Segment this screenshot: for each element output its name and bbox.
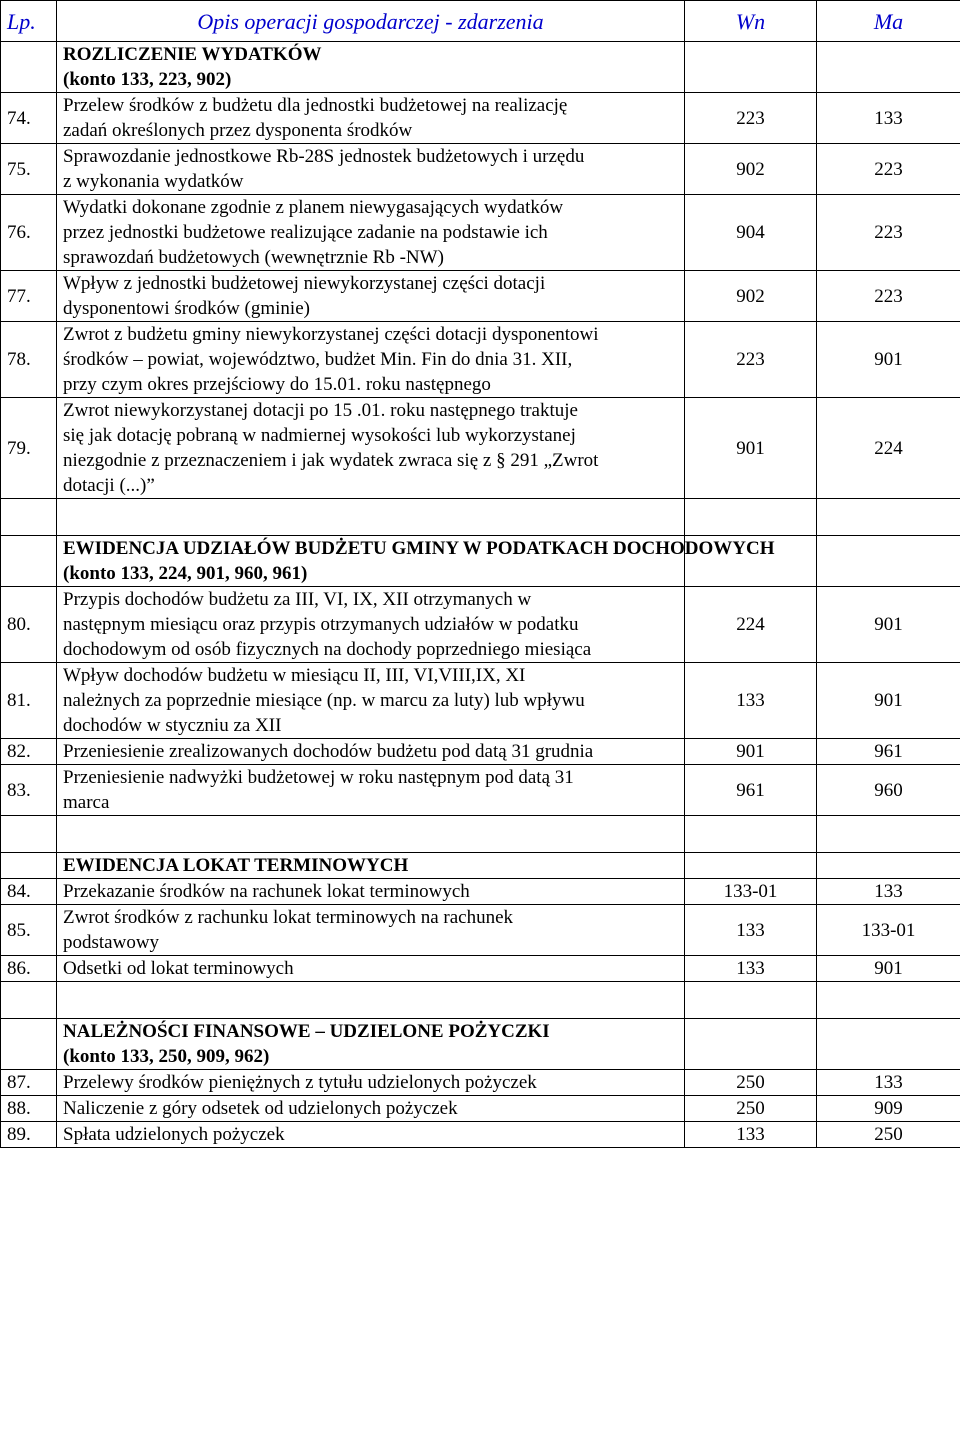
section-title-row — [1, 536, 960, 587]
credit-account: 901 — [817, 587, 960, 663]
operation-description-line: się jak dotację pobraną w nadmiernej wysokości lub wykorzystanej — [63, 425, 576, 446]
debit-account: 133 — [685, 663, 817, 739]
spacer-cell — [817, 816, 960, 853]
operation-row — [1, 587, 960, 663]
credit-account: 133 — [817, 1070, 960, 1096]
operation-description-line: Przelewy środków pieniężnych z tytułu udzielonych pożyczek — [63, 1072, 537, 1093]
operation-description-line: podstawowy — [63, 932, 160, 953]
operation-description-line: Zwrot z budżetu gminy niewykorzystanej części dotacji dysponentowi — [63, 324, 599, 345]
operation-row — [1, 905, 960, 956]
operation-description — [57, 398, 685, 499]
operation-number: 80. — [1, 587, 57, 663]
spacer-row — [1, 499, 960, 536]
operation-description-line: dochodowym od osób fizycznych na dochody poprzedniego miesiąca — [63, 639, 592, 660]
header-lp: Lp. — [1, 1, 57, 42]
operation-description-line: Zwrot środków z rachunku lokat terminowych na rachunek — [63, 907, 514, 928]
operation-row — [1, 1070, 960, 1096]
spacer-cell — [685, 499, 817, 536]
credit-account: 961 — [817, 739, 960, 765]
section-ma-cell — [817, 42, 960, 93]
spacer-cell — [685, 816, 817, 853]
section-title-line: (konto 133, 223, 902) — [63, 69, 232, 90]
section-wn-cell — [685, 853, 817, 879]
operation-description-line: Przekazanie środków na rachunek lokat terminowych — [63, 881, 470, 902]
operation-description-line: Wpływ dochodów budżetu w miesiącu II, III, VI,VIII,IX, XI — [63, 665, 526, 686]
debit-account: 901 — [685, 398, 817, 499]
section-title — [57, 1019, 685, 1070]
operation-description-line: Spłata udzielonych pożyczek — [63, 1124, 285, 1145]
operation-number: 81. — [1, 663, 57, 739]
operation-description — [57, 1096, 685, 1122]
operation-description — [57, 905, 685, 956]
operation-number: 74. — [1, 93, 57, 144]
operation-description-line: dotacji (...)” — [63, 475, 155, 496]
operation-description — [57, 195, 685, 271]
operation-number: 78. — [1, 322, 57, 398]
operation-row — [1, 322, 960, 398]
operation-description — [57, 322, 685, 398]
operation-row — [1, 739, 960, 765]
operation-description-line: Odsetki od lokat terminowych — [63, 958, 294, 979]
operation-number: 86. — [1, 956, 57, 982]
operation-description-line: przy czym okres przejściowy do 15.01. roku następnego — [63, 374, 491, 395]
operation-number: 75. — [1, 144, 57, 195]
spacer-cell — [1, 816, 57, 853]
operation-description — [57, 271, 685, 322]
operation-number: 88. — [1, 1096, 57, 1122]
operation-description-line: niezgodnie z przeznaczeniem i jak wydatek zwraca się z § 291 „Zwrot — [63, 450, 599, 471]
operation-description-line: należnych za poprzednie miesiące (np. w marcu za luty) lub wpływu — [63, 690, 585, 711]
operation-row — [1, 195, 960, 271]
operation-description-line: Przeniesienie zrealizowanych dochodów budżetu pod datą 31 grudnia — [63, 741, 594, 762]
spacer-row — [1, 982, 960, 1019]
credit-account: 133 — [817, 879, 960, 905]
section-title-row — [1, 1019, 960, 1070]
operation-description-line: środków – powiat, województwo, budżet Min. Fin do dnia 31. XII, — [63, 349, 573, 370]
debit-account: 961 — [685, 765, 817, 816]
section-ma-cell — [817, 853, 960, 879]
debit-account: 223 — [685, 322, 817, 398]
operation-description — [57, 956, 685, 982]
header-description: Opis operacji gospodarczej - zdarzenia — [57, 1, 685, 42]
credit-account: 223 — [817, 271, 960, 322]
operation-description-line: Przypis dochodów budżetu za III, VI, IX, XII otrzymanych w — [63, 589, 532, 610]
operation-number: 87. — [1, 1070, 57, 1096]
section-lp-cell — [1, 853, 57, 879]
operation-description-line: Przelew środków z budżetu dla jednostki budżetowej na realizację — [63, 95, 568, 116]
operation-description — [57, 765, 685, 816]
operation-row — [1, 398, 960, 499]
operation-description-line: sprawozdań budżetowych (wewnętrznie Rb -NW) — [63, 247, 444, 268]
credit-account: 133 — [817, 93, 960, 144]
debit-account: 133 — [685, 956, 817, 982]
operation-description-line: przez jednostki budżetowe realizujące zadanie na podstawie ich — [63, 222, 548, 243]
operation-description — [57, 144, 685, 195]
section-title-row — [1, 42, 960, 93]
operation-description — [57, 1122, 685, 1148]
credit-account: 901 — [817, 322, 960, 398]
section-lp-cell — [1, 536, 57, 587]
operation-row — [1, 271, 960, 322]
section-title — [57, 853, 685, 879]
debit-account: 901 — [685, 739, 817, 765]
debit-account: 904 — [685, 195, 817, 271]
operation-description-line: Przeniesienie nadwyżki budżetowej w roku następnym pod datą 31 — [63, 767, 574, 788]
section-lp-cell — [1, 42, 57, 93]
operation-description-line: zadań określonych przez dysponenta środków — [63, 120, 413, 141]
header-row — [1, 1, 960, 42]
operation-number: 89. — [1, 1122, 57, 1148]
header-wn: Wn — [685, 1, 817, 42]
section-title-line: (konto 133, 250, 909, 962) — [63, 1046, 270, 1067]
spacer-cell — [57, 982, 685, 1019]
section-title-line: (konto 133, 224, 901, 960, 961) — [63, 563, 308, 584]
section-title-line: EWIDENCJA LOKAT TERMINOWYCH — [63, 855, 409, 876]
section-ma-cell — [817, 536, 960, 587]
operation-description — [57, 739, 685, 765]
operation-number: 83. — [1, 765, 57, 816]
credit-account: 960 — [817, 765, 960, 816]
operation-description-line: z wykonania wydatków — [63, 171, 244, 192]
operation-description-line: marca — [63, 792, 110, 813]
operation-description — [57, 879, 685, 905]
operation-row — [1, 1122, 960, 1148]
spacer-cell — [57, 816, 685, 853]
spacer-cell — [57, 499, 685, 536]
operation-row — [1, 663, 960, 739]
operation-number: 79. — [1, 398, 57, 499]
debit-account: 133 — [685, 1122, 817, 1148]
debit-account: 133 — [685, 905, 817, 956]
credit-account: 901 — [817, 956, 960, 982]
operation-description — [57, 663, 685, 739]
debit-account: 133-01 — [685, 879, 817, 905]
ledger-body — [1, 42, 960, 1148]
operation-number: 76. — [1, 195, 57, 271]
section-title — [57, 42, 685, 93]
operation-description — [57, 1070, 685, 1096]
operation-number: 82. — [1, 739, 57, 765]
operation-row — [1, 144, 960, 195]
credit-account: 901 — [817, 663, 960, 739]
credit-account: 223 — [817, 144, 960, 195]
credit-account: 224 — [817, 398, 960, 499]
debit-account: 223 — [685, 93, 817, 144]
operation-description-line: Sprawozdanie jednostkowe Rb-28S jednostek budżetowych i urzędu — [63, 146, 585, 167]
section-wn-cell — [685, 42, 817, 93]
spacer-cell — [685, 982, 817, 1019]
debit-account: 250 — [685, 1070, 817, 1096]
credit-account: 223 — [817, 195, 960, 271]
debit-account: 902 — [685, 271, 817, 322]
operation-description-line: Zwrot niewykorzystanej dotacji po 15 .01. roku następnego traktuje — [63, 400, 578, 421]
operation-row — [1, 765, 960, 816]
credit-account: 909 — [817, 1096, 960, 1122]
header-ma: Ma — [817, 1, 960, 42]
operation-number: 85. — [1, 905, 57, 956]
operation-description-line: Naliczenie z góry odsetek od udzielonych pożyczek — [63, 1098, 458, 1119]
section-ma-cell — [817, 1019, 960, 1070]
credit-account: 250 — [817, 1122, 960, 1148]
credit-account: 133-01 — [817, 905, 960, 956]
spacer-row — [1, 816, 960, 853]
section-title — [57, 536, 775, 587]
operation-description-line: następnym miesiącu oraz przypis otrzymanych udziałów w podatku — [63, 614, 579, 635]
section-wn-cell — [685, 1019, 817, 1070]
operation-description-line: Wydatki dokonane zgodnie z planem niewygasających wydatków — [63, 197, 564, 218]
debit-account: 902 — [685, 144, 817, 195]
section-title-line: ROZLICZENIE WYDATKÓW — [63, 44, 322, 65]
debit-account: 224 — [685, 587, 817, 663]
operation-row — [1, 1096, 960, 1122]
operation-row — [1, 93, 960, 144]
operation-description-line: dochodów w styczniu za XII — [63, 715, 282, 736]
operation-description-line: Wpływ z jednostki budżetowej niewykorzystanej części dotacji — [63, 273, 546, 294]
operation-row — [1, 956, 960, 982]
operation-number: 84. — [1, 879, 57, 905]
operation-description-line: dysponentowi środków (gminie) — [63, 298, 310, 319]
operation-description — [57, 587, 685, 663]
spacer-cell — [817, 499, 960, 536]
operation-number: 77. — [1, 271, 57, 322]
section-title-line: NALEŻNOŚCI FINANSOWE – UDZIELONE POŻYCZKI — [63, 1021, 550, 1042]
spacer-cell — [1, 982, 57, 1019]
operation-row — [1, 879, 960, 905]
section-title-row — [1, 853, 960, 879]
section-lp-cell — [1, 1019, 57, 1070]
spacer-cell — [817, 982, 960, 1019]
spacer-cell — [1, 499, 57, 536]
section-title-line: EWIDENCJA UDZIAŁÓW BUDŻETU GMINY W PODATKACH DOCHODOWYCH — [63, 538, 775, 559]
debit-account: 250 — [685, 1096, 817, 1122]
operation-description — [57, 93, 685, 144]
